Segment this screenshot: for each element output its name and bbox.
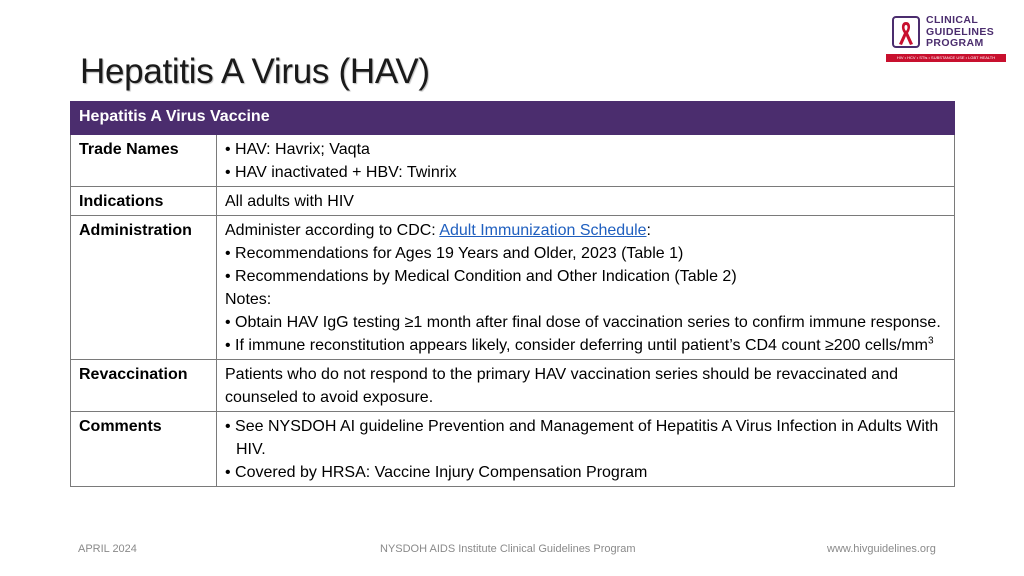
bullet-item: • Covered by HRSA: Vaccine Injury Compensation Program: [225, 464, 648, 481]
row-value-comments: [217, 412, 955, 487]
notes-label: Notes:: [225, 291, 272, 308]
row-label-revaccination: Revaccination: [71, 360, 217, 412]
table-header: Hepatitis A Virus Vaccine: [71, 102, 955, 135]
table-row-indications: [71, 187, 955, 216]
clinical-guidelines-logo: [886, 14, 1006, 66]
row-label-indications: Indications: [71, 187, 217, 216]
footer-url[interactable]: www.hivguidelines.org: [827, 543, 936, 555]
table-row-revaccination: [71, 360, 955, 412]
row-value-administration: [217, 216, 955, 360]
bullet-item: • See NYSDOH AI guideline Prevention and Management of Hepatitis A Virus Infection in Adults With HIV.: [225, 418, 939, 458]
slide-title: Hepatitis A Virus (HAV): [80, 52, 430, 91]
bullet-item: • Recommendations by Medical Condition and Other Indication (Table 2): [225, 268, 737, 285]
administration-intro: Administer according to CDC: Adult Immunization Schedule:: [225, 222, 651, 239]
row-label-administration: Administration: [71, 216, 217, 360]
row-value-revaccination: Patients who do not respond to the primary HAV vaccination series should be revaccinated and counseled to avoid exposure.: [217, 360, 955, 412]
row-label-comments: Comments: [71, 412, 217, 487]
footer-program: NYSDOH AIDS Institute Clinical Guidelines Program: [380, 543, 636, 555]
bullet-item: • Recommendations for Ages 19 Years and Older, 2023 (Table 1): [225, 245, 684, 262]
note-item: • Obtain HAV IgG testing ≥1 month after final dose of vaccination series to confirm immune response.: [225, 314, 941, 331]
bullet-item: • HAV inactivated + HBV: Twinrix: [225, 164, 457, 181]
bullet-item: • HAV: Havrix; Vaqta: [225, 141, 370, 158]
table-row-administration: [71, 216, 955, 360]
logo-line-3: PROGRAM: [926, 37, 984, 49]
logo-wordmark: [926, 15, 994, 50]
logo-line-1: CLINICAL: [926, 14, 979, 26]
row-label-trade-names: Trade Names: [71, 135, 217, 187]
table-header-row: [71, 102, 955, 135]
logo-line-2: GUIDELINES: [926, 25, 995, 38]
adult-immunization-schedule-link[interactable]: Adult Immunization Schedule: [439, 222, 647, 239]
table-row-comments: [71, 412, 955, 487]
vaccine-table: [70, 101, 955, 487]
logo-tagline: HIV • HCV • STIs • SUBSTANCE USE • LGBT HEALTH: [886, 54, 1006, 62]
row-value-trade-names: [217, 135, 955, 187]
note-item: • If immune reconstitution appears likely, consider deferring until patient’s CD4 count ≥200 cells/$mm^3$: [225, 335, 934, 354]
awareness-ribbon-icon: [892, 16, 920, 50]
row-value-indications: All adults with HIV: [217, 187, 955, 216]
table-row-trade-names: [71, 135, 955, 187]
footer-date: APRIL 2024: [78, 543, 137, 555]
